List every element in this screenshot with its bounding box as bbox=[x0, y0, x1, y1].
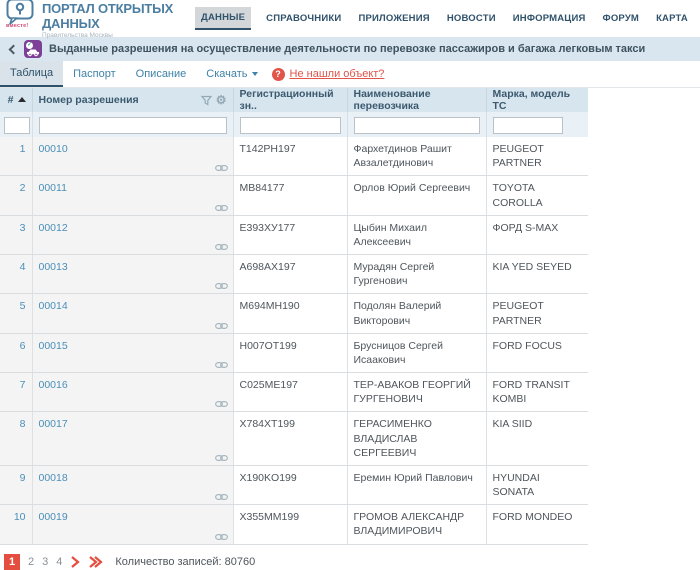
row-number-link[interactable]: 10 bbox=[13, 511, 26, 524]
tab-table[interactable]: Таблица bbox=[0, 61, 63, 87]
plate-cell: M694MH190 bbox=[233, 294, 347, 333]
row-number-link[interactable]: 3 bbox=[19, 221, 26, 234]
vehicle-cell: PEUGEOT PARTNER bbox=[486, 294, 588, 333]
row-number-link[interactable]: 7 bbox=[19, 379, 26, 392]
row-number-link[interactable]: 1 bbox=[19, 143, 26, 155]
row-number-link[interactable]: 8 bbox=[19, 418, 26, 431]
link-chain-icon[interactable] bbox=[215, 282, 228, 290]
carrier-cell: Мурадян Сергей Гургенович bbox=[347, 255, 486, 294]
column-header-plate[interactable]: Регистрационный зн.. bbox=[233, 88, 347, 112]
permit-number-link[interactable]: 00015 bbox=[38, 339, 68, 352]
column-header-permit[interactable]: Номер разрешения ⚙ bbox=[32, 88, 233, 112]
vehicle-cell: FORD FOCUS bbox=[486, 333, 588, 372]
logo-pin-bubble-icon bbox=[6, 0, 36, 28]
link-chain-icon[interactable] bbox=[215, 400, 228, 408]
back-chevron-icon[interactable] bbox=[9, 44, 19, 54]
main-nav bbox=[195, 7, 690, 30]
carrier-cell: ТЕР-АВАКОВ ГЕОРГИЙ ГУРГЕНОВИЧ bbox=[347, 373, 486, 412]
verified-check-icon: ✓ bbox=[27, 41, 32, 48]
nav-item-info[interactable]: ИНФОРМАЦИЯ bbox=[512, 13, 586, 24]
table-row bbox=[0, 176, 588, 215]
plate-cell: X784XT199 bbox=[233, 412, 347, 466]
filter-input-carrier[interactable] bbox=[354, 117, 480, 134]
plate-cell: MB84177 bbox=[233, 176, 347, 215]
table-row bbox=[0, 373, 588, 412]
nav-item-forum[interactable]: ФОРУМ bbox=[602, 13, 640, 24]
column-header-vehicle[interactable]: Марка, модель ТС bbox=[486, 88, 588, 112]
filter-row bbox=[0, 112, 588, 137]
object-not-found-link[interactable]: Не нашли объект? bbox=[289, 68, 385, 80]
records-count-label: Количество записей: 80760 bbox=[115, 555, 256, 568]
sort-asc-icon bbox=[18, 97, 26, 102]
carrier-cell: Фархетдинов Рашит Авзалетдинович bbox=[347, 137, 486, 176]
link-chain-icon[interactable] bbox=[215, 493, 228, 501]
top-header bbox=[0, 0, 700, 37]
link-chain-icon[interactable] bbox=[215, 361, 228, 369]
vehicle-cell: KIA SIID bbox=[486, 412, 588, 466]
last-page-icon[interactable] bbox=[88, 556, 103, 568]
plate-cell: E393XУ177 bbox=[233, 215, 347, 254]
nav-item-directories[interactable]: СПРАВОЧНИКИ bbox=[266, 13, 342, 24]
permit-number-link[interactable]: 00013 bbox=[38, 261, 68, 274]
page-button-4[interactable]: 4 bbox=[56, 555, 63, 568]
permit-number-link[interactable]: 00010 bbox=[38, 143, 68, 155]
table-row bbox=[0, 465, 588, 504]
carrier-cell: Подолян Валерий Викторович bbox=[347, 294, 486, 333]
permit-number-link[interactable]: 00019 bbox=[38, 511, 68, 524]
link-chain-icon[interactable] bbox=[215, 322, 228, 330]
nav-item-data[interactable]: ДАННЫЕ bbox=[195, 7, 251, 30]
filter-input-index[interactable] bbox=[4, 117, 30, 134]
logo-badge: вместе! bbox=[6, 23, 29, 29]
carrier-cell: Еремин Юрий Павлович bbox=[347, 465, 486, 504]
portal-subtitle: Правительства Москвы bbox=[42, 32, 113, 39]
table-row bbox=[0, 255, 588, 294]
vehicle-cell: PEUGEOT PARTNER bbox=[486, 137, 588, 176]
taxi-dataset-icon bbox=[24, 40, 42, 58]
permit-number-link[interactable]: 00016 bbox=[38, 379, 68, 392]
filter-input-permit[interactable] bbox=[39, 117, 227, 134]
plate-cell: X190KO199 bbox=[233, 465, 347, 504]
chevron-down-icon bbox=[252, 72, 258, 76]
vehicle-cell: TOYOTA COROLLA bbox=[486, 176, 588, 215]
link-chain-icon[interactable] bbox=[215, 164, 228, 172]
plate-cell: A698AX197 bbox=[233, 255, 347, 294]
page-button-3[interactable]: 3 bbox=[42, 555, 49, 568]
row-number-link[interactable]: 6 bbox=[19, 339, 26, 352]
permit-number-link[interactable]: 00017 bbox=[38, 418, 68, 431]
next-page-icon[interactable] bbox=[70, 556, 80, 568]
portal-title: ПОРТАЛ ОТКРЫТЫХ ДАННЫХ bbox=[42, 1, 174, 31]
permit-number-link[interactable]: 00011 bbox=[38, 182, 67, 195]
table-row bbox=[0, 412, 588, 466]
link-chain-icon[interactable] bbox=[215, 454, 228, 462]
permit-number-link[interactable]: 00014 bbox=[38, 300, 68, 313]
dataset-title: Выданные разрешения на осуществление деятельности по перевозке пассажиров и багажа легковым такси bbox=[49, 43, 646, 55]
row-number-link[interactable]: 2 bbox=[19, 182, 26, 195]
carrier-cell: ГЕРАСИМЕНКО ВЛАДИСЛАВ СЕРГЕЕВИЧ bbox=[347, 412, 486, 466]
nav-item-news[interactable]: НОВОСТИ bbox=[446, 13, 496, 24]
column-settings-gear-icon[interactable]: ⚙ bbox=[215, 93, 227, 107]
vehicle-cell: FORD MONDEO bbox=[486, 505, 588, 544]
table-row bbox=[0, 505, 588, 544]
row-number-link[interactable]: 5 bbox=[19, 300, 26, 313]
help-question-badge[interactable]: ? bbox=[272, 68, 285, 81]
table-row bbox=[0, 294, 588, 333]
nav-item-map[interactable]: КАРТА bbox=[656, 13, 688, 24]
row-number-link[interactable]: 9 bbox=[19, 471, 26, 484]
dataset-titlebar bbox=[0, 37, 700, 61]
link-chain-icon[interactable] bbox=[215, 243, 228, 251]
dataset-tabs bbox=[0, 61, 700, 88]
row-number-link[interactable]: 4 bbox=[19, 261, 26, 274]
carrier-cell: Брусницов Сергей Исаакович bbox=[347, 333, 486, 372]
table-row bbox=[0, 333, 588, 372]
tab-download[interactable]: Скачать bbox=[196, 61, 267, 87]
permit-number-link[interactable]: 00018 bbox=[38, 471, 68, 484]
filter-input-plate[interactable] bbox=[240, 117, 341, 134]
link-chain-icon[interactable] bbox=[215, 533, 228, 541]
permits-table bbox=[0, 88, 588, 545]
filter-input-vehicle[interactable] bbox=[493, 117, 563, 134]
plate-cell: T142PH197 bbox=[233, 137, 347, 176]
page-button-1[interactable]: 1 bbox=[4, 554, 20, 570]
table-header-row bbox=[0, 88, 588, 112]
page-button-2[interactable]: 2 bbox=[28, 555, 35, 568]
vehicle-cell: ФОРД S-MAX bbox=[486, 215, 588, 254]
column-header-index[interactable]: # bbox=[0, 88, 32, 112]
vehicle-cell: KIA YED SEYED bbox=[486, 255, 588, 294]
column-header-carrier[interactable]: Наименование перевозчика bbox=[347, 88, 486, 112]
filter-funnel-icon[interactable] bbox=[201, 95, 212, 106]
carrier-cell: Орлов Юрий Сергеевич bbox=[347, 176, 486, 215]
table-row bbox=[0, 137, 588, 176]
plate-cell: H007OT199 bbox=[233, 333, 347, 372]
table-row bbox=[0, 215, 588, 254]
plate-cell: X355MM199 bbox=[233, 505, 347, 544]
pagination-bar bbox=[0, 545, 700, 570]
carrier-cell: ГРОМОВ АЛЕКСАНДР ВЛАДИМИРОВИЧ bbox=[347, 505, 486, 544]
tab-description[interactable]: Описание bbox=[135, 68, 187, 80]
link-chain-icon[interactable] bbox=[215, 204, 228, 212]
vehicle-cell: FORD TRANSIT KOMBI bbox=[486, 373, 588, 412]
nav-item-apps[interactable]: ПРИЛОЖЕНИЯ bbox=[358, 13, 430, 24]
plate-cell: C025ME197 bbox=[233, 373, 347, 412]
tab-passport[interactable]: Паспорт bbox=[73, 68, 116, 80]
carrier-cell: Цыбин Михаил Алексеевич bbox=[347, 215, 486, 254]
permit-number-link[interactable]: 00012 bbox=[38, 221, 68, 234]
vehicle-cell: HYUNDAI SONATA bbox=[486, 465, 588, 504]
portal-logo[interactable] bbox=[6, 0, 195, 39]
